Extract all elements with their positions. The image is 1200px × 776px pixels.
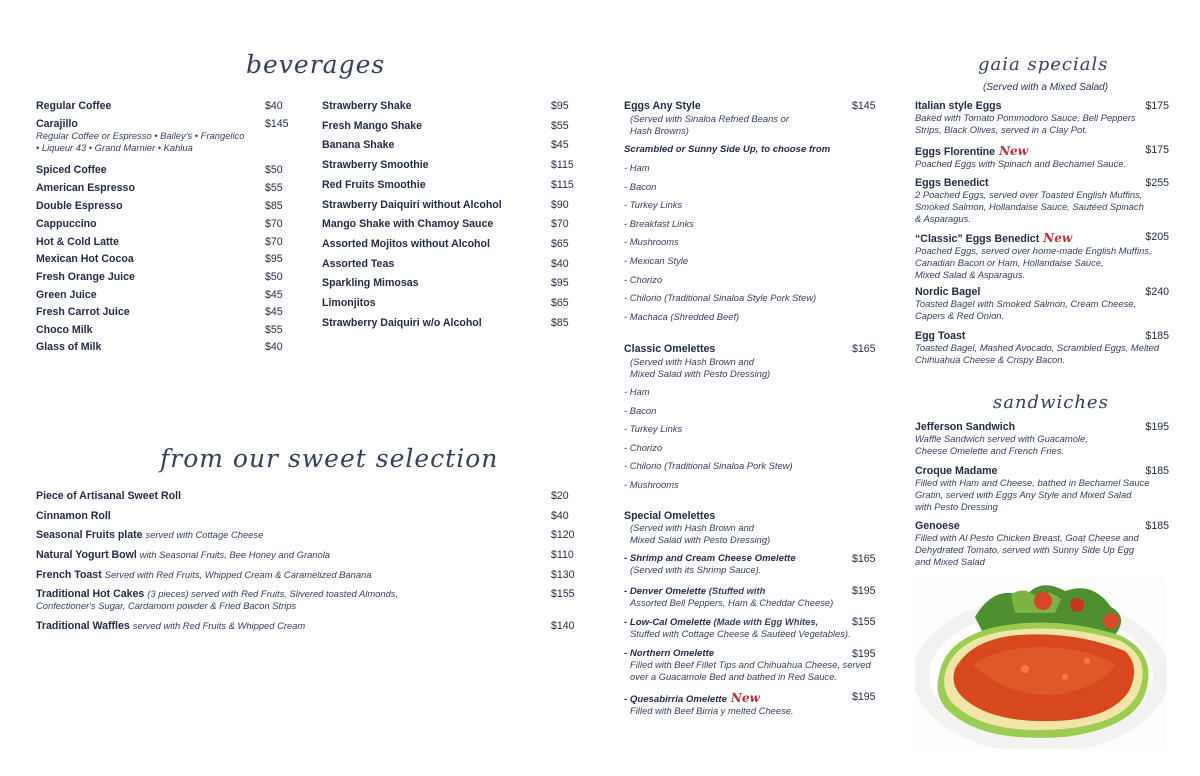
item-price: $40 — [265, 341, 283, 353]
item-description: Cheese Omelette and French Fries. — [915, 444, 1065, 456]
item-description: Capers & Red Onion. — [915, 309, 1005, 321]
menu-item — [322, 258, 572, 270]
sweet-selection-list — [36, 490, 576, 650]
gaia-special-item — [915, 286, 1169, 322]
item-name-text: Seasonal Fruits plate — [36, 529, 143, 541]
item-name: Spiced Coffee — [36, 164, 107, 176]
special-omelette-price: $195 — [852, 691, 876, 703]
item-name — [36, 490, 576, 502]
sandwiches-title: sandwiches — [993, 392, 1109, 413]
item-description: Gratin, served with Eggs Any Style and Mixed Salad — [915, 488, 1132, 500]
special-omelettes-description: Mixed Salad with Pesto Dressing) — [630, 534, 771, 545]
item-description: served with Cottage Cheese — [145, 529, 264, 540]
eggs-any-style-description: Hash Browns) — [630, 125, 689, 136]
omelette-photo — [915, 577, 1167, 749]
special-omelette-dash: - — [624, 553, 630, 564]
menu-item — [322, 179, 572, 191]
item-name: Double Espresso — [36, 200, 123, 212]
special-omelette-item — [624, 585, 880, 609]
eggs-any-style-name: Eggs Any Style — [624, 100, 701, 112]
menu-item — [36, 490, 576, 502]
item-description: with Pesto Dressing — [915, 500, 998, 512]
menu-item — [322, 100, 572, 112]
egg-option: - Bacon — [624, 181, 657, 192]
beverages-column-1 — [36, 100, 289, 370]
item-price: $70 — [265, 236, 283, 248]
item-price: $55 — [551, 120, 569, 132]
menu-item — [36, 324, 286, 336]
gaia-specials-title: gaia specials — [978, 54, 1109, 75]
item-price: $145 — [265, 118, 289, 130]
special-omelette-inline: (Made with Egg Whites, — [710, 616, 819, 627]
item-name: Fresh Carrot Juice — [36, 306, 130, 318]
classic-omelettes-description: Mixed Salad with Pesto Dressing) — [630, 368, 771, 379]
menu-item — [36, 118, 289, 154]
item-price: $255 — [1145, 177, 1169, 189]
item-price: $95 — [551, 100, 569, 112]
item-price: $65 — [551, 297, 569, 309]
item-name: Assorted Teas — [322, 258, 395, 270]
item-name — [36, 529, 576, 541]
item-name — [915, 330, 1169, 342]
item-name-text: Nordic Bagel — [915, 286, 981, 298]
menu-item — [36, 271, 286, 283]
item-name — [36, 620, 576, 632]
item-description: Smoked Salmon, Hollandaise Sauce, Sautéed Spinach — [915, 200, 1144, 212]
item-description: Regular Coffee or Espresso • Bailey's • Frangelico — [36, 130, 245, 141]
menu-item — [36, 588, 576, 612]
item-description: Filled with Ham and Cheese, bathed in Bechamel Sauce — [915, 477, 1150, 488]
item-name — [915, 286, 1169, 298]
omelette-option: - Chorizo — [624, 442, 663, 453]
special-omelette-name — [624, 553, 880, 564]
item-price: $240 — [1145, 286, 1169, 298]
special-omelette-dash: - — [624, 694, 630, 705]
item-name: Mexican Hot Cocoa — [36, 253, 134, 265]
gaia-special-item — [915, 177, 1169, 224]
item-description: and Mixed Salad — [915, 555, 985, 567]
classic-omelettes-price: $165 — [852, 343, 876, 355]
eggs-column — [624, 100, 880, 720]
gaia-special-item — [915, 100, 1169, 136]
menu-item — [36, 236, 286, 248]
sandwiches-list — [915, 421, 1169, 571]
item-price: $90 — [551, 199, 569, 211]
sandwich-item — [915, 465, 1169, 512]
special-omelette-name — [624, 616, 880, 628]
special-omelette-title: Northern Omelette — [629, 648, 715, 659]
menu-item — [322, 139, 572, 151]
item-name-text: Italian style Eggs — [915, 100, 1002, 112]
item-name: Regular Coffee — [36, 100, 112, 112]
special-omelette-name — [624, 585, 880, 597]
item-description: Strips, Black Olives, served in a Clay Pot. — [915, 123, 1088, 135]
item-price: $50 — [265, 271, 283, 283]
item-price: $70 — [551, 218, 569, 230]
special-omelette-price: $155 — [852, 616, 876, 628]
item-name: American Espresso — [36, 182, 135, 194]
item-description: Toasted Bagel, Mashed Avocado, Scrambled Eggs, Melted — [915, 342, 1160, 353]
classic-omelettes-name: Classic Omelettes — [624, 343, 716, 355]
omelette-option: - Ham — [624, 386, 650, 397]
item-price: $140 — [551, 620, 575, 632]
item-price: $45 — [551, 139, 569, 151]
item-price: $115 — [551, 159, 574, 171]
menu-item — [36, 100, 286, 112]
item-description: Mixed Salad & Asparagus. — [915, 268, 1026, 280]
item-name: Limonjitos — [322, 297, 376, 309]
item-price: $95 — [265, 253, 283, 265]
item-name-text: Piece of Artisanal Sweet Roll — [36, 490, 182, 502]
special-omelette-price: $165 — [852, 553, 876, 565]
omelette-illustration — [915, 577, 1167, 749]
item-description: Baked with Tomato Pommodoro Sauce, Bell Peppers — [915, 112, 1136, 123]
item-name: Choco Milk — [36, 324, 93, 336]
item-description: Poached Eggs with Spinach and Bechamel Sauce. — [915, 158, 1127, 169]
item-name-text: Traditional Waffles — [36, 620, 130, 632]
beverages-column-2 — [322, 100, 572, 340]
special-omelette-dash: - — [624, 648, 630, 659]
item-name: Green Juice — [36, 289, 97, 301]
special-omelette-description: Stuffed with Cottage Cheese & Sautéed Vegetables). — [630, 628, 851, 639]
menu-item — [322, 120, 572, 132]
menu-item — [36, 510, 576, 522]
sandwich-item — [915, 520, 1169, 567]
item-price: $50 — [265, 164, 283, 176]
menu-item — [36, 218, 286, 230]
item-name-text: Egg Toast — [915, 330, 966, 342]
egg-option: - Ham — [624, 162, 650, 173]
item-description: Filled with Al Pesto Chicken Breast, Goat Cheese and — [915, 532, 1139, 543]
item-description: with Seasonal Fruits, Bee Honey and Granola — [139, 549, 331, 560]
item-price: $45 — [265, 306, 283, 318]
item-description: Poached Eggs, served over home-made English Muffins, — [915, 245, 1152, 256]
item-price: $205 — [1145, 231, 1169, 243]
omelette-option: - Turkey Links — [624, 423, 683, 434]
choose-from-label: Scrambled or Sunny Side Up, to choose from — [624, 144, 831, 155]
item-price: $95 — [551, 277, 569, 289]
eggs-any-style-price: $145 — [852, 100, 876, 112]
menu-item — [36, 549, 576, 561]
item-name-text: Eggs Florentine — [915, 146, 996, 158]
item-name-text: Natural Yogurt Bowl — [36, 549, 137, 561]
omelette-option: - Mushrooms — [624, 479, 679, 490]
item-price: $185 — [1145, 520, 1169, 532]
egg-option: - Turkey Links — [624, 199, 683, 210]
item-description: Toasted Bagel with Smoked Salmon, Cream Cheese, — [915, 298, 1137, 309]
item-name — [915, 144, 1169, 158]
item-name-text: Cinnamon Roll — [36, 510, 111, 522]
item-description: Canadian Bacon or Ham, Hollandaise Sauce, — [915, 256, 1104, 268]
special-omelette-item — [624, 648, 880, 683]
item-name: Fresh Mango Shake — [322, 120, 423, 132]
item-price: $70 — [265, 218, 283, 230]
item-price: $40 — [551, 510, 569, 522]
item-name — [36, 569, 576, 581]
gaia-specials-subtitle: (Served with a Mixed Salad) — [983, 82, 1109, 93]
item-description: (3 pieces) served with Red Fruits, Slivered toasted Almonds, — [147, 588, 399, 599]
menu-item — [322, 218, 572, 230]
item-name — [915, 100, 1169, 112]
item-price: $120 — [551, 529, 575, 541]
egg-option: - Chilorio (Traditional Sinaloa Style Pork Stew) — [624, 292, 817, 303]
item-name: Hot & Cold Latte — [36, 236, 119, 248]
special-omelette-item — [624, 691, 880, 717]
item-name: Glass of Milk — [36, 341, 102, 353]
menu-item — [36, 253, 286, 265]
special-omelette-description: Assorted Bell Peppers, Ham & Cheddar Cheese) — [630, 597, 834, 608]
special-omelette-name — [624, 648, 880, 659]
special-omelette-price: $195 — [852, 585, 876, 597]
special-omelette-price: $195 — [852, 648, 876, 660]
menu-item — [36, 306, 286, 318]
item-description: & Asparagus. — [915, 212, 971, 224]
menu-item — [322, 317, 572, 329]
special-omelette-description: Filled with Beef Birria y melted Cheese. — [630, 705, 794, 716]
item-description: • Liqueur 43 • Grand Marnier • Kahlua — [36, 141, 193, 153]
special-omelette-item — [624, 553, 880, 576]
beverages-title: beverages — [246, 50, 386, 79]
gaia-specials-list — [915, 100, 1169, 370]
item-price: $185 — [1145, 465, 1169, 477]
menu-item — [36, 569, 576, 581]
item-name-text: “Classic” Eggs Benedict — [915, 233, 1040, 245]
special-omelette-name — [624, 691, 880, 705]
item-name: Croque Madame — [915, 465, 998, 477]
item-name: Mango Shake with Chamoy Sauce — [322, 218, 494, 230]
special-omelette-item — [624, 616, 880, 640]
item-name — [36, 549, 576, 561]
item-name: Banana Shake — [322, 139, 395, 151]
item-price: $40 — [265, 100, 283, 112]
special-omelette-title: Quesabirria Omelette — [629, 694, 727, 705]
eggs-any-style-description: (Served with Sinaloa Refried Beans or — [630, 113, 789, 124]
special-omelettes-name: Special Omelettes — [624, 510, 716, 522]
classic-omelettes-description: (Served with Hash Brown and — [630, 356, 755, 367]
item-name-text: French Toast — [36, 569, 102, 581]
menu-item — [36, 182, 286, 194]
gaia-special-item — [915, 231, 1169, 280]
item-name: Red Fruits Smoothie — [322, 179, 426, 191]
item-name: Assorted Mojitos without Alcohol — [322, 238, 490, 250]
item-price: $155 — [551, 588, 575, 600]
item-price: $55 — [265, 182, 283, 194]
new-badge: New — [730, 691, 760, 705]
item-price: $65 — [551, 238, 569, 250]
omelette-option: - Chilorio (Traditional Sinaloa Pork Stew) — [624, 460, 793, 471]
item-description: Chihuahua Cheese & Crispy Bacon. — [915, 353, 1066, 365]
egg-option: - Mushrooms — [624, 236, 679, 247]
item-name — [915, 177, 1169, 189]
menu-item — [322, 159, 572, 171]
item-price: $85 — [265, 200, 283, 212]
item-price: $20 — [551, 490, 569, 502]
egg-option: - Chorizo — [624, 274, 663, 285]
item-price: $110 — [551, 549, 574, 561]
menu-item — [322, 199, 572, 211]
menu-item — [36, 200, 286, 212]
item-price: $175 — [1145, 144, 1169, 156]
item-description: served with Red Fruits & Whipped Cream — [132, 620, 306, 631]
item-price: $185 — [1145, 330, 1169, 342]
item-name — [915, 231, 1169, 245]
item-price: $130 — [551, 569, 575, 581]
sandwich-item — [915, 421, 1169, 457]
gaia-special-item — [915, 144, 1169, 170]
menu-item — [322, 297, 572, 309]
item-name: Genoese — [915, 520, 960, 532]
special-omelette-title: Denver Omelette — [629, 586, 707, 597]
item-description: Served with Red Fruits, Whipped Cream & Caramelized Banana — [104, 569, 372, 580]
special-omelette-dash: - — [624, 586, 630, 597]
new-badge: New — [999, 144, 1028, 158]
item-name: Strawberry Daiquiri without Alcohol — [322, 199, 502, 211]
special-omelette-inline: (Stuffed with — [706, 585, 766, 596]
item-name: Jefferson Sandwich — [915, 421, 1016, 433]
omelette-option: - Bacon — [624, 405, 657, 416]
item-price: $115 — [551, 179, 574, 191]
menu-item — [36, 620, 576, 632]
special-omelette-description: (Served with its Shrimp Sauce). — [630, 564, 762, 575]
menu-item — [36, 341, 286, 353]
special-omelette-dash: - — [624, 617, 630, 628]
item-price: $195 — [1145, 421, 1169, 433]
egg-option: - Mexican Style — [624, 255, 689, 266]
item-name — [36, 510, 576, 522]
item-name: Fresh Orange Juice — [36, 271, 135, 283]
gaia-special-item — [915, 330, 1169, 366]
item-name: Strawberry Daiquiri w/o Alcohol — [322, 317, 482, 329]
item-name: Strawberry Shake — [322, 100, 412, 112]
special-omelette-title: Low-Cal Omelette — [629, 617, 711, 628]
item-price: $55 — [265, 324, 283, 336]
item-name: Strawberry Smoothie — [322, 159, 429, 171]
special-omelette-title: Shrimp and Cream Cheese Omelette — [629, 553, 796, 564]
menu-item — [36, 529, 576, 541]
item-name: Carajillo — [36, 118, 78, 130]
special-omelette-description: over a Guacamole Bed and bathed in Red Sauce. — [630, 670, 837, 682]
item-name: Sparkling Mimosas — [322, 277, 419, 289]
item-description: Waffle Sandwich served with Guacamole, — [915, 433, 1088, 444]
egg-option: - Machaca (Shredded Beef) — [624, 311, 740, 322]
menu-item — [36, 289, 286, 301]
item-price: $85 — [551, 317, 569, 329]
item-price: $40 — [551, 258, 569, 270]
menu-item — [322, 277, 572, 289]
special-omelette-description: Filled with Beef Fillet Tips and Chihuahua Cheese, served — [630, 659, 871, 670]
menu-item — [36, 164, 286, 176]
menu-item — [322, 238, 572, 250]
egg-option: - Breakfast Links — [624, 218, 694, 229]
special-omelettes-description: (Served with Hash Brown and — [630, 522, 755, 533]
item-name — [36, 588, 576, 600]
sweet-selection-title: from our sweet selection — [160, 444, 499, 473]
item-description-line2: Confectioner's Sugar, Cardamom powder & Fried Bacon Strips — [36, 600, 297, 611]
item-name-text: Eggs Benedict — [915, 177, 989, 189]
item-price: $45 — [265, 289, 283, 301]
new-badge: New — [1043, 231, 1073, 245]
item-name-text: Traditional Hot Cakes — [36, 588, 145, 600]
item-price: $175 — [1145, 100, 1169, 112]
item-description: Dehydrated Tomato, served with Sunny Side Up Egg — [915, 543, 1135, 555]
item-name: Cappuccino — [36, 218, 97, 230]
item-description: 2 Poached Eggs, served over Toasted English Muffins, — [915, 189, 1143, 200]
